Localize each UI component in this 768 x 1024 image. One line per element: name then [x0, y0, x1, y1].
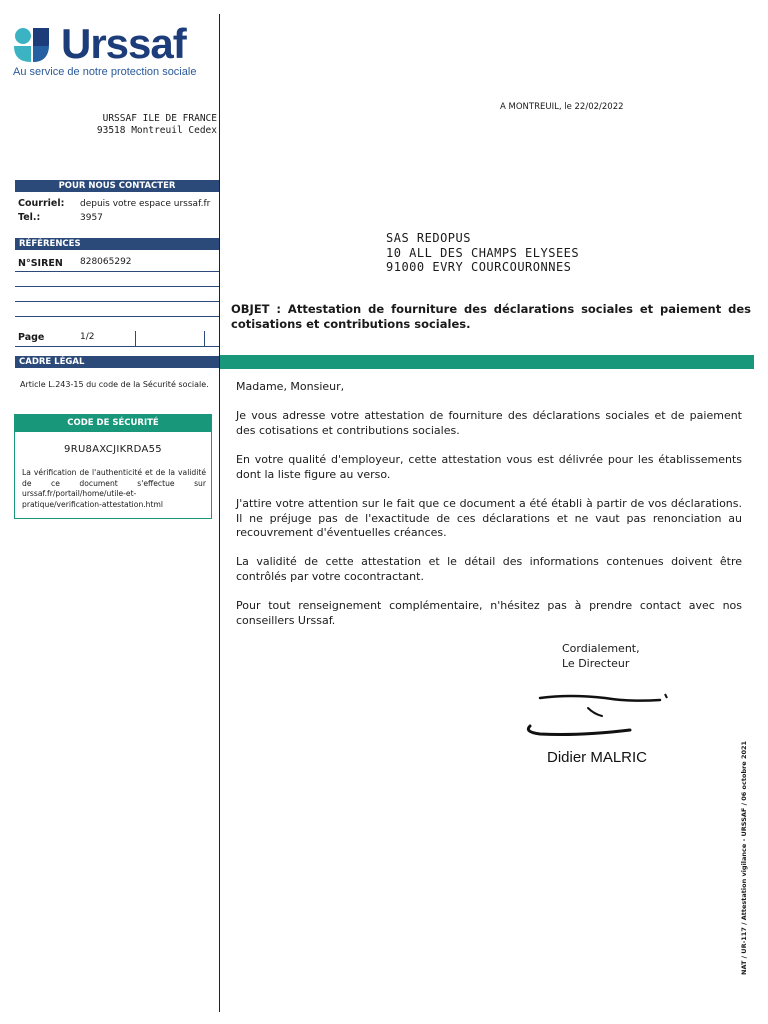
cadre-legal-text: Article L.243-15 du code de la Sécurité sociale.	[20, 380, 209, 389]
vertical-divider	[219, 14, 220, 1012]
urssaf-logo	[13, 20, 213, 84]
signature-name: Didier MALRIC	[547, 749, 648, 766]
paragraph-3: J'attire votre attention sur le fait que ce document a été établi à partir de vos déclarations. Il ne préjuge pas de l'exactitude de ces déclarations et ne vaut pas renonciation au recouvrement d'éventuelles créances.	[236, 497, 742, 539]
paragraph-5: Pour tout renseignement complémentaire, n'hésitez pas à prendre contact avec nos conseillers Urssaf.	[236, 599, 742, 627]
courriel-value: depuis votre espace urssaf.fr	[80, 199, 211, 209]
objet-line: OBJET : Attestation de fourniture des déclarations sociales et paiement des cotisations et contributions sociales.	[231, 302, 751, 331]
siren-label: N°SIREN	[18, 258, 63, 269]
contact-header: POUR NOUS CONTACTER	[15, 180, 219, 192]
recipient-line-1: SAS REDOPUS	[386, 231, 471, 245]
security-code-note: La vérification de l'authenticité et de la validité de ce document s'effectue sur urssaf.fr/portail/home/utile-et-pratique/verification-attestation.html	[22, 468, 206, 509]
security-code-header: CODE DE SÉCURITÉ	[15, 415, 211, 432]
logo-tagline: Au service de notre protection sociale	[13, 66, 197, 78]
closing	[562, 642, 640, 671]
recipient-address	[386, 231, 579, 275]
security-code-box	[14, 414, 212, 519]
ref-rule-2	[15, 286, 219, 287]
green-separator-bar	[220, 355, 754, 369]
closing-line-1: Cordialement,	[562, 642, 640, 655]
sender-line-1: URSSAF ILE DE FRANCE	[102, 113, 217, 124]
siren-value: 828065292	[80, 257, 132, 267]
sender-line-2: 93518 Montreuil Cedex	[96, 125, 217, 136]
ref-rule-4	[15, 316, 219, 317]
paragraph-2: En votre qualité d'employeur, cette attestation vous est délivrée pour les établissements dont la liste figure au verso.	[236, 453, 742, 481]
page-box-divider-2	[204, 331, 205, 346]
signature	[510, 676, 680, 776]
tel-label: Tel.:	[18, 212, 41, 223]
courriel-label: Courriel:	[18, 198, 65, 209]
ref-rule-1	[15, 271, 219, 272]
ref-rule-5	[15, 346, 219, 347]
tel-value: 3957	[80, 213, 103, 223]
page-value: 1/2	[80, 332, 95, 342]
logo-mark-icon	[13, 26, 53, 66]
paragraph-1: Je vous adresse votre attestation de fourniture des déclarations sociales et de paiement des cotisations et contributions sociales.	[236, 409, 742, 437]
page-box-divider	[135, 331, 136, 346]
cadre-legal-header: CADRE LÉGAL	[15, 356, 219, 368]
closing-line-2: Le Directeur	[562, 656, 630, 670]
date-line: A MONTREUIL, le 22/02/2022	[500, 102, 624, 112]
salutation: Madame, Monsieur,	[236, 380, 345, 393]
references-header: RÉFÉRENCES	[15, 238, 219, 250]
recipient-line-2: 10 ALL DES CHAMPS ELYSEES	[386, 245, 580, 260]
page-label: Page	[18, 332, 45, 343]
ref-rule-3	[15, 301, 219, 302]
recipient-line-3: 91000 EVRY COURCOURONNES	[386, 260, 572, 274]
sender-address	[97, 113, 217, 137]
footer-vertical-reference: NAT / UR-117 / Attestation vigilance - URSSAF / 06 octobre 2021	[740, 740, 748, 975]
signature-scribble-icon	[510, 676, 680, 746]
paragraph-4: La validité de cette attestation et le détail des informations contenues doivent être contrôlés par votre cocontractant.	[236, 555, 742, 583]
security-code-value: 9RU8AXCJIKRDA55	[64, 444, 162, 455]
logo-wordmark: Urssaf	[61, 20, 186, 67]
